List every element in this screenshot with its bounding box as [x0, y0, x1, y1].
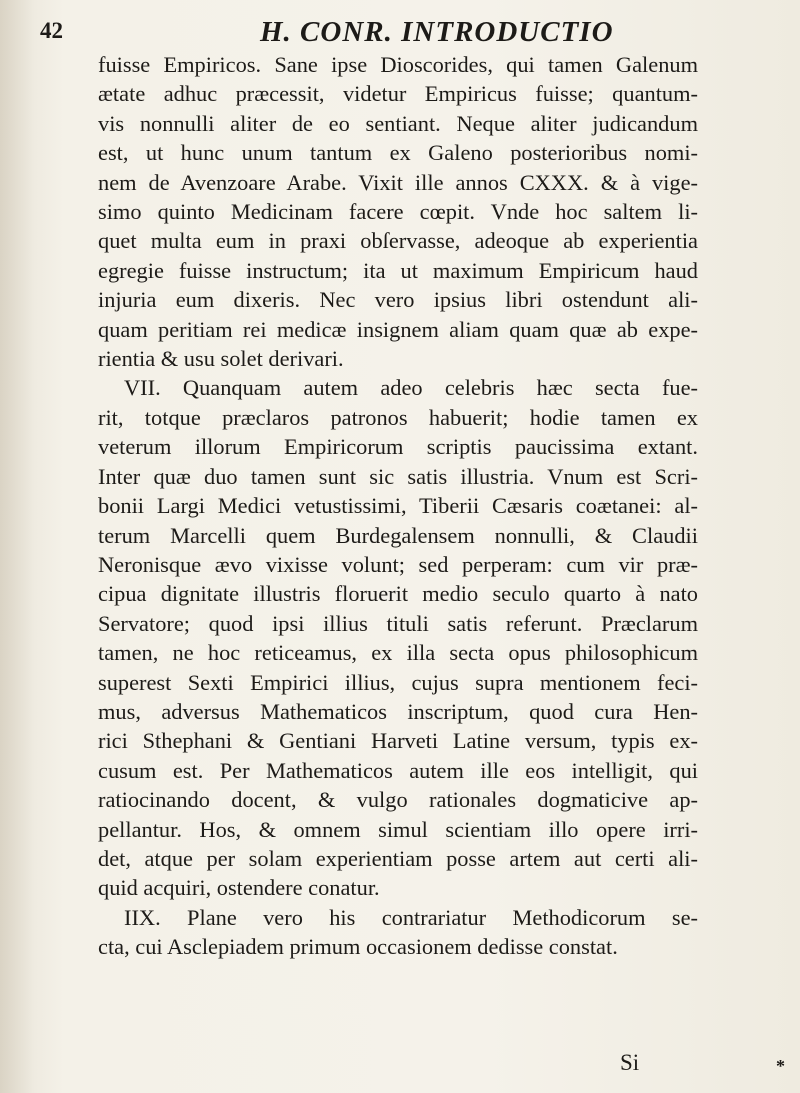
text-line: Servatore; quod ipsi illius tituli satis referunt. Præclarum: [98, 610, 698, 636]
text-line: bonii Largi Medici vetustissimi, Tiberii Cæsaris coætanei: al-: [98, 493, 698, 519]
text-line: ratiocinando docent, & vulgo rationales dogmaticive ap-: [98, 787, 698, 813]
section-heading-line: VII. Quanquam autem adeo celebris hæc secta fue-: [124, 375, 698, 401]
running-head: H. CONR. INTRODUCTIO: [260, 16, 614, 48]
text-line: vis nonnulli aliter de eo sentiant. Neque aliter judicandum: [98, 110, 698, 136]
text-line: quet multa eum in praxi obſervasse, adeoque ab experientia: [98, 228, 698, 254]
text-line: tamen, ne hoc reticeamus, ex illa secta opus philosophicum: [98, 640, 698, 666]
text-line: superest Sexti Empirici illius, cujus supra mentionem feci-: [98, 669, 698, 695]
catchword: Si: [620, 1050, 640, 1075]
text-line: mus, adversus Mathematicos inscriptum, quod cura Hen-: [98, 698, 698, 724]
gutter-shadow: [0, 0, 34, 1093]
page-number: 42: [40, 18, 63, 43]
text-line: veterum illorum Empiricorum scriptis paucissima extant.: [98, 434, 698, 460]
text-line: ætate adhuc præcessit, videtur Empiricus fuisse; quantum-: [98, 81, 698, 107]
text-line: fuisse Empiricos. Sane ipse Dioscorides, qui tamen Galenum: [98, 52, 698, 77]
text-line: Neronisque ævo vixisse volunt; sed perperam: cum vir præ-: [98, 551, 698, 577]
body-text: [98, 50, 698, 962]
text-line: terum Marcelli quem Burdegalensem nonnulli, & Claudii: [98, 522, 698, 548]
text-line: rientia & usu solet derivari.: [98, 346, 344, 372]
text-line: est, ut hunc unum tantum ex Galeno posterioribus nomi-: [98, 140, 698, 166]
section-heading-line: IIX. Plane vero his contrariatur Methodicorum se-: [124, 904, 698, 930]
signature-mark: *: [776, 1056, 785, 1076]
text-line: Inter quæ duo tamen sunt sic satis illustria. Vnum est Scri-: [98, 463, 698, 489]
text-line: cusum est. Per Mathematicos autem ille eos intelligit, qui: [98, 757, 698, 783]
text-line: det, atque per solam experientiam posse artem aut certi ali-: [98, 845, 698, 871]
text-line: rit, totque præclaros patronos habuerit; hodie tamen ex: [98, 404, 698, 430]
text-line: simo quinto Medicinam facere cœpit. Vnde hoc saltem li-: [98, 199, 698, 225]
text-line: cta, cui Asclepiadem primum occasionem dedisse constat.: [98, 934, 618, 960]
text-line: rici Sthephani & Gentiani Harveti Latine versum, typis ex-: [98, 728, 698, 754]
text-line: egregie fuisse instructum; ita ut maximum Empiricum haud: [98, 257, 698, 283]
text-line: cipua dignitate illustris floruerit medio seculo quarto à nato: [98, 581, 698, 607]
text-line: nem de Avenzoare Arabe. Vixit ille annos CXXX. & à vige-: [98, 169, 698, 195]
text-line: pellantur. Hos, & omnem simul scientiam illo opere irri-: [98, 816, 698, 842]
text-line: quam peritiam rei medicæ insignem aliam quam quæ ab expe-: [98, 316, 698, 342]
text-line: injuria eum dixeris. Nec vero ipsius libri ostendunt ali-: [98, 287, 698, 313]
text-line: quid acquiri, ostendere conatur.: [98, 875, 380, 901]
